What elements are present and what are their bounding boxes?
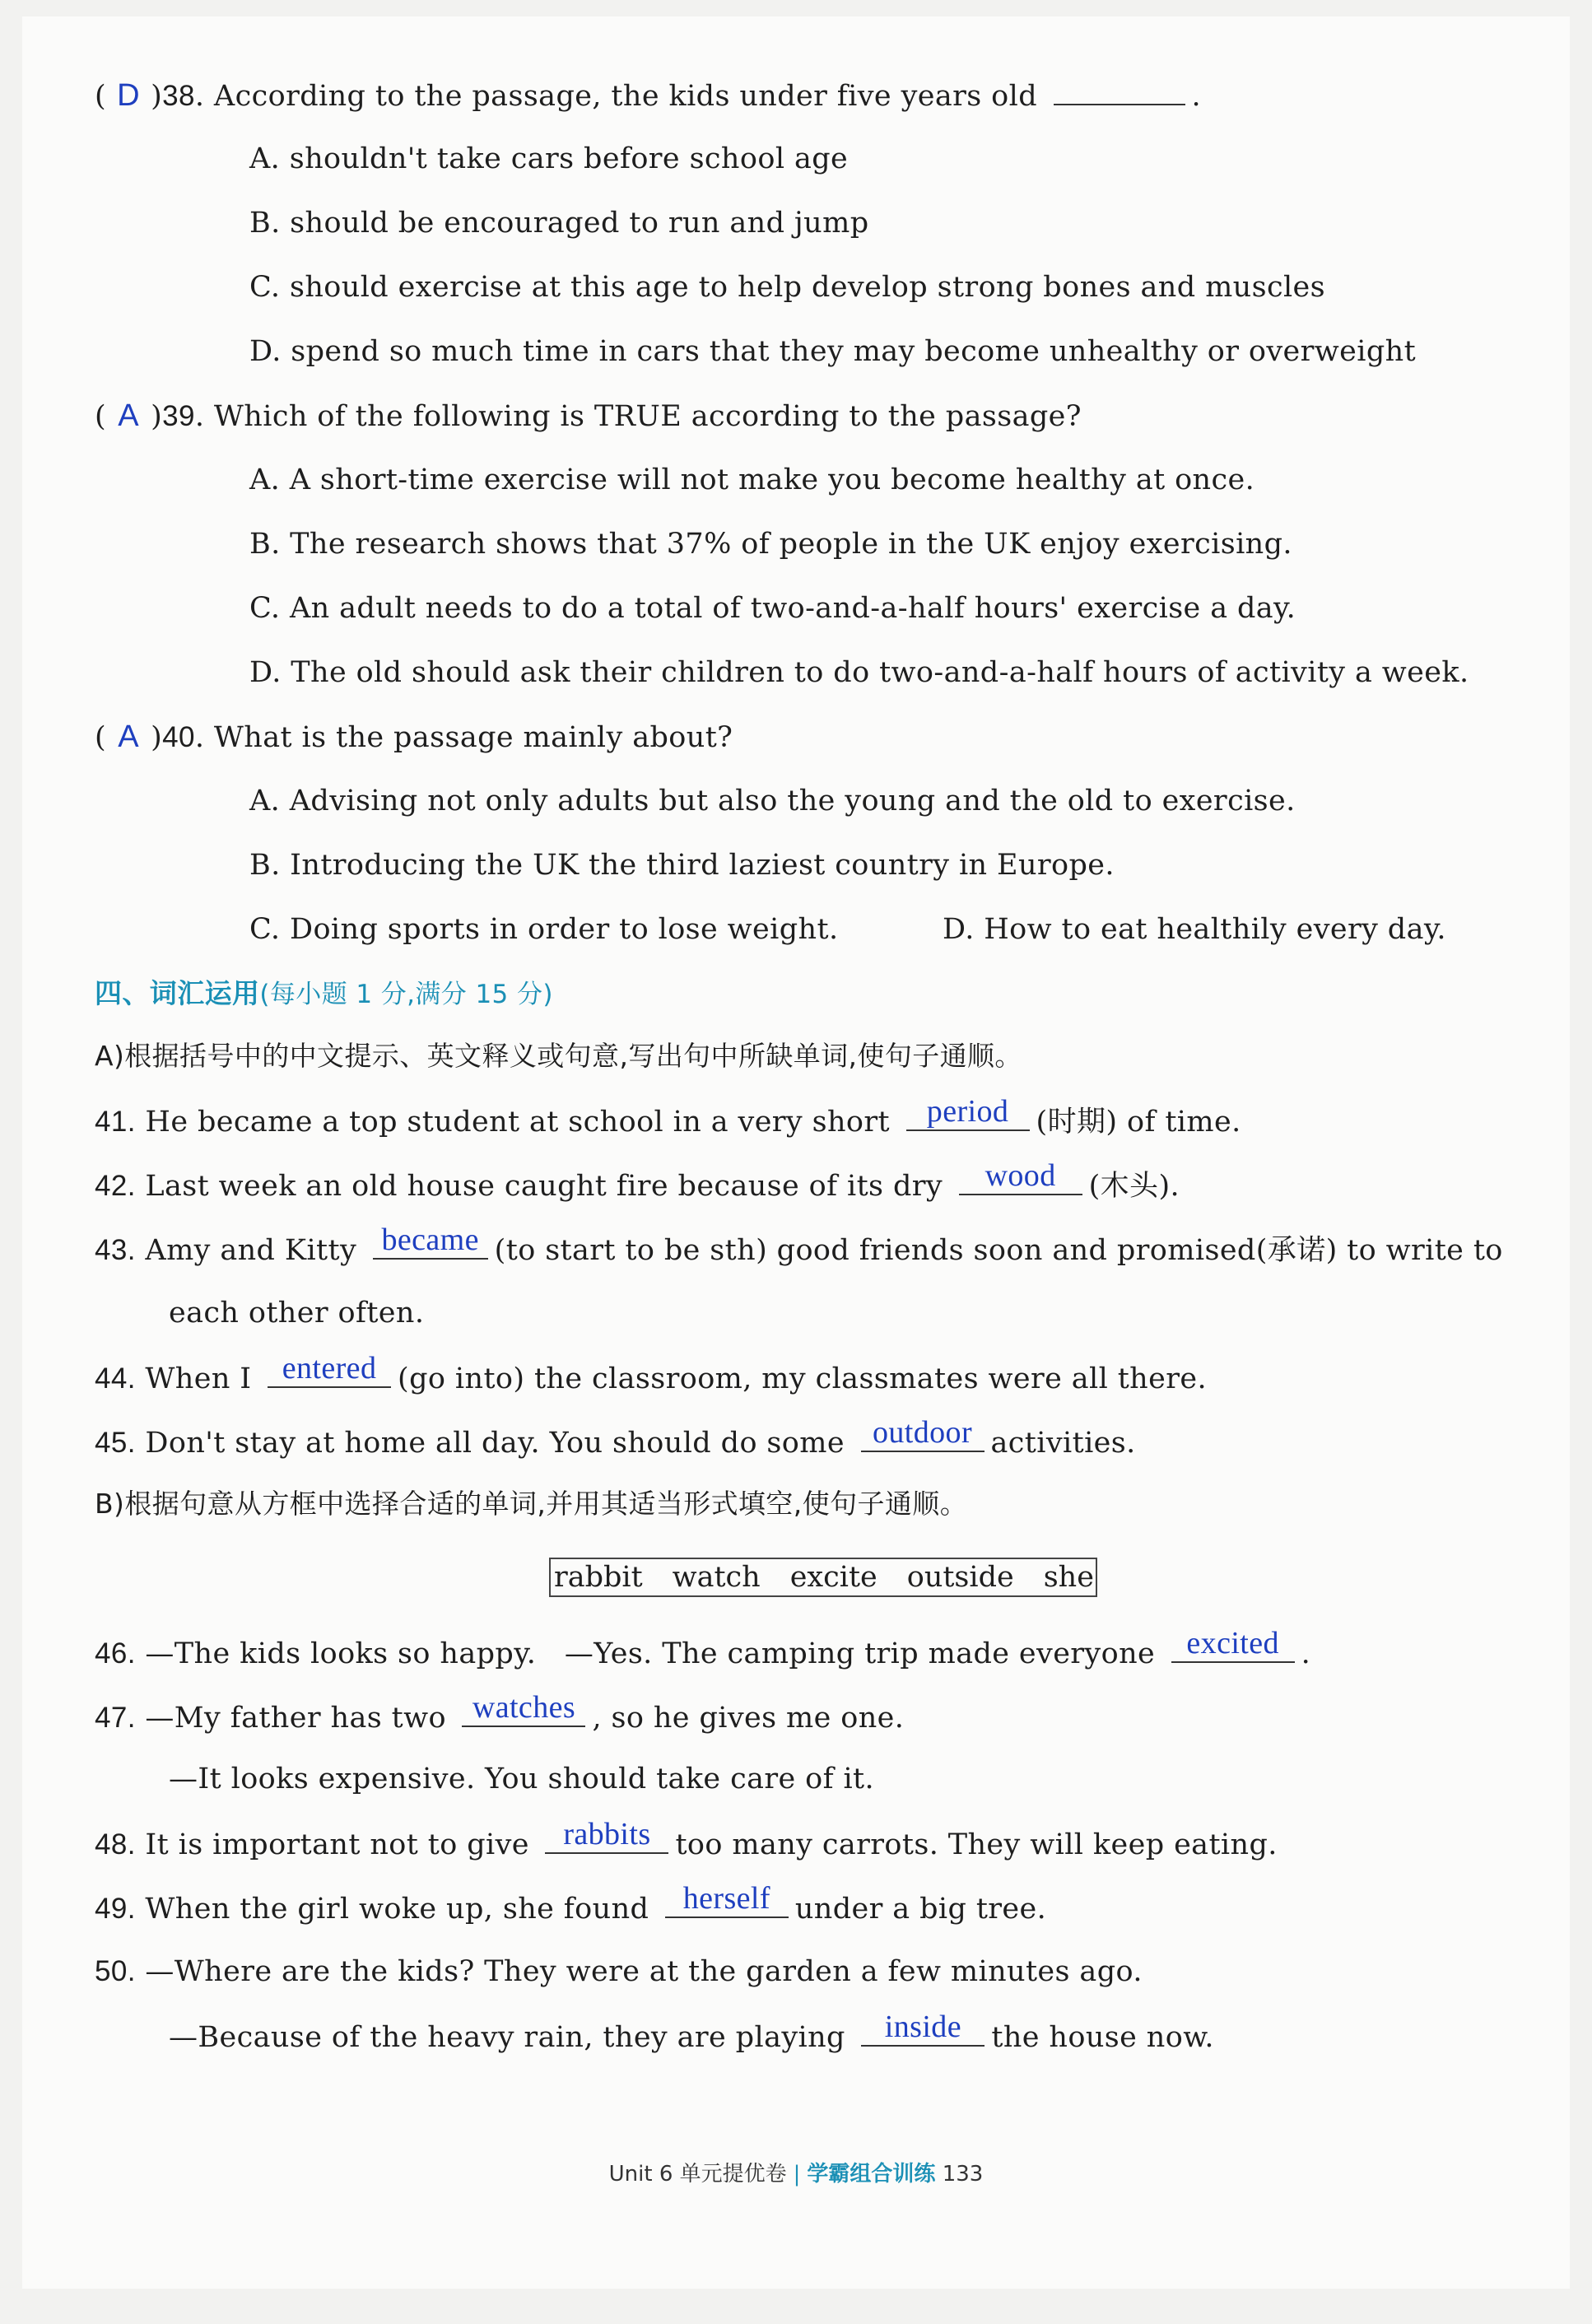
blank-43[interactable]: became xyxy=(373,1228,488,1260)
question-44: 44. When I entered (go into) the classroom, my classmates were all there. xyxy=(95,1351,1208,1395)
option-38a: A. shouldn't take cars before school age xyxy=(249,142,849,175)
question-48: 48. It is important not to give rabbits too many carrots. They will keep eating. xyxy=(95,1817,1278,1861)
answer-40: A xyxy=(118,720,139,754)
option-40d: D. How to eat healthily every day. xyxy=(943,913,1446,946)
question-43-cont: each other often. xyxy=(169,1297,425,1330)
option-40b: B. Introducing the UK the third laziest country in Europe. xyxy=(249,849,1115,882)
option-38b: B. should be encouraged to run and jump xyxy=(249,207,869,240)
question-47: 47. —My father has two watches , so he gives me one. xyxy=(95,1690,905,1735)
option-38d: D. spend so much time in cars that they may become unhealthy or overweight xyxy=(249,335,1417,368)
word-box-item: watch xyxy=(672,1561,761,1594)
blank-48[interactable]: rabbits xyxy=(545,1823,668,1854)
option-39a: A. A short-time exercise will not make you become healthy at once. xyxy=(249,463,1255,496)
option-39d: D. The old should ask their children to do two-and-a-half hours of activity a week. xyxy=(249,656,1469,689)
blank-42[interactable]: wood xyxy=(959,1164,1082,1195)
blank-49[interactable]: herself xyxy=(665,1887,789,1918)
question-38-stem: ( D )38. According to the passage, the kids under five years old . xyxy=(95,74,1201,117)
option-40a: A. Advising not only adults but also the young and the old to exercise. xyxy=(249,785,1296,817)
part-a-instruction: A)根据括号中的中文提示、英文释义或句意,写出句中所缺单词,使句子通顺。 xyxy=(95,1040,1022,1072)
question-50: 50. —Where are the kids? They were at the garden a few minutes ago. xyxy=(95,1955,1143,1988)
word-box-item: excite xyxy=(789,1561,877,1594)
blank-41[interactable]: period xyxy=(906,1100,1030,1131)
footer-brand: 学霸组合训练 xyxy=(807,2162,936,2187)
option-40c: C. Doing sports in order to lose weight. xyxy=(249,913,839,946)
word-box-item: rabbit xyxy=(554,1561,643,1594)
part-b-instruction: B)根据句意从方框中选择合适的单词,并用其适当形式填空,使句子通顺。 xyxy=(95,1488,968,1520)
blank-38[interactable] xyxy=(1054,74,1185,105)
blank-44[interactable]: entered xyxy=(268,1357,391,1388)
question-40-stem: ( A )40. What is the passage mainly about? xyxy=(95,716,733,758)
word-box-item: she xyxy=(1043,1561,1094,1594)
page-number: 133 xyxy=(942,2162,984,2187)
option-38c: C. should exercise at this age to help develop strong bones and muscles xyxy=(249,271,1326,304)
question-49: 49. When the girl woke up, she found herself under a big tree. xyxy=(95,1881,1047,1926)
question-47-cont: —It looks expensive. You should take care of it. xyxy=(169,1763,875,1795)
worksheet-page xyxy=(22,16,1570,2289)
option-39c: C. An adult needs to do a total of two-and-a-half hours' exercise a day. xyxy=(249,592,1296,625)
option-39b: B. The research shows that 37% of people in the UK enjoy exercising. xyxy=(249,528,1292,561)
word-box xyxy=(549,1558,1097,1597)
question-45: 45. Don't stay at home all day. You should do some outdoor activities. xyxy=(95,1415,1136,1460)
question-50-cont: —Because of the heavy rain, they are playing inside the house now. xyxy=(169,2010,1214,2054)
footer-unit: Unit 6 单元提优卷 xyxy=(608,2162,787,2187)
blank-45[interactable]: outdoor xyxy=(861,1421,985,1452)
question-42: 42. Last week an old house caught fire because of its dry wood (木头). xyxy=(95,1158,1180,1203)
blank-50[interactable]: inside xyxy=(861,2015,985,2047)
word-box-item: outside xyxy=(906,1561,1014,1594)
blank-47[interactable]: watches xyxy=(462,1696,585,1727)
section-4-title: 四、词汇运用(每小题 1 分,满分 15 分) xyxy=(95,977,553,1009)
answer-39: A xyxy=(118,398,139,433)
question-39-stem: ( A )39. Which of the following is TRUE according to the passage? xyxy=(95,395,1082,437)
question-41: 41. He became a top student at school in a very short period (时期) of time. xyxy=(95,1094,1241,1139)
blank-46[interactable]: excited xyxy=(1171,1632,1295,1663)
answer-38: D xyxy=(117,78,140,113)
question-46: 46. —The kids looks so happy. —Yes. The camping trip made everyone excited . xyxy=(95,1626,1311,1670)
page-footer: Unit 6 单元提优卷 | 学霸组合训练 133 xyxy=(608,2162,984,2187)
question-43: 43. Amy and Kitty became (to start to be sth) good friends soon and promised(承诺) to write to xyxy=(95,1223,1503,1267)
